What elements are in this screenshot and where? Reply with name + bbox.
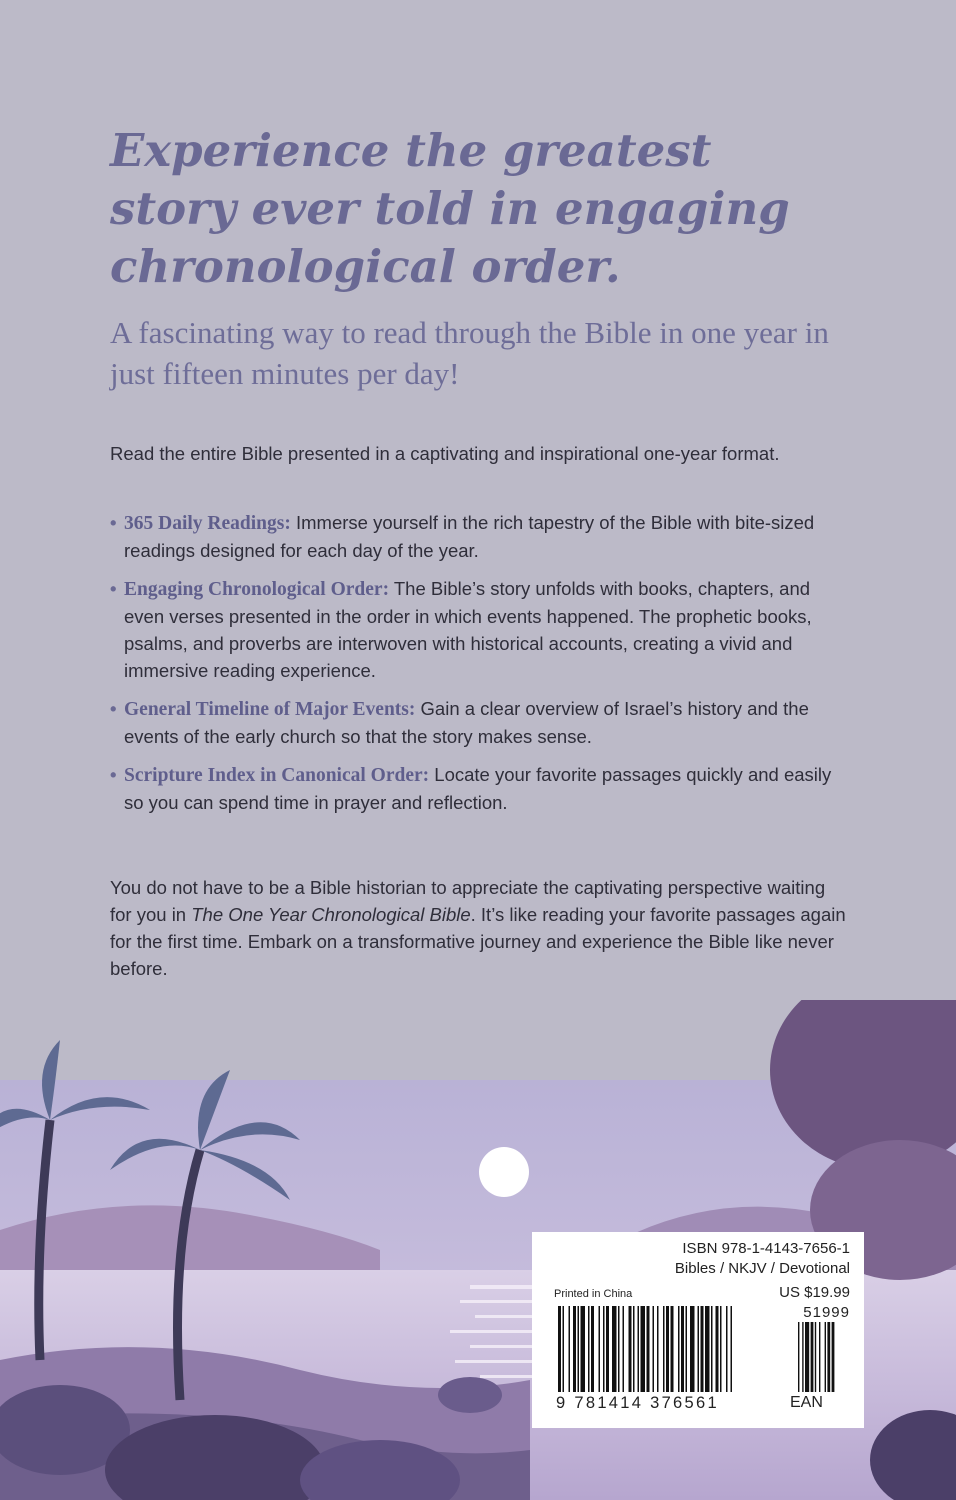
barcode-bar <box>705 1306 710 1392</box>
barcode-graphic <box>558 1306 848 1394</box>
barcode-bar <box>731 1306 733 1392</box>
price-code-text: 51999 <box>803 1304 850 1321</box>
barcode-bar <box>701 1306 704 1392</box>
barcode-bar <box>802 1322 803 1392</box>
barcode-bar <box>726 1306 728 1392</box>
barcode-bar <box>629 1306 632 1392</box>
closing-text-start: You do not have to be a Bible historian to appreciate the captivating perspective waiting for you in <box>110 877 826 925</box>
feature-title: Scripture Index in Canonical Order: <box>124 765 430 786</box>
barcode-bar <box>805 1322 809 1392</box>
barcode-bar <box>811 1322 814 1392</box>
ean-label: EAN <box>790 1394 823 1411</box>
barcode-bar <box>606 1306 609 1392</box>
barcode-bar <box>825 1322 826 1392</box>
feature-item <box>110 575 850 684</box>
feature-title: General Timeline of Major Events: <box>124 699 416 720</box>
bullet-icon: • <box>110 764 117 785</box>
feature-list <box>110 509 850 827</box>
bullet-icon: • <box>110 512 117 533</box>
barcode-bar <box>647 1306 650 1392</box>
barcode-bar <box>558 1306 561 1392</box>
feature-title: Engaging Chronological Order: <box>124 579 390 600</box>
category-text: Bibles / NKJV / Devotional <box>674 1260 850 1277</box>
barcode-bar <box>581 1306 586 1392</box>
barcode-bar <box>569 1306 571 1392</box>
barcode-bar <box>663 1306 665 1392</box>
intro-paragraph: Read the entire Bible presented in a captivating and inspirational one-year format. <box>110 443 780 464</box>
moon-icon <box>479 1147 529 1197</box>
barcode-bar <box>657 1306 659 1392</box>
feature-item <box>110 761 850 816</box>
feature-text: Gain a clear overview of Israel’s history and the events of the early church so that the story makes sense. <box>124 698 809 747</box>
barcode-bar <box>698 1306 700 1392</box>
barcode-bar <box>573 1306 576 1392</box>
barcode-bar <box>686 1306 688 1392</box>
barcode-bar <box>716 1306 719 1392</box>
barcode-bar <box>671 1306 674 1392</box>
barcode-bar <box>588 1306 590 1392</box>
headline: Experience the greatest story ever told in engaging chronological order. <box>110 124 790 293</box>
isbn-text: ISBN 978-1-4143-7656-1 <box>682 1240 850 1257</box>
feature-title: 365 Daily Readings: <box>124 513 291 534</box>
barcode-bar <box>641 1306 646 1392</box>
barcode-bar <box>612 1306 617 1392</box>
price-text: US $19.99 <box>779 1284 850 1301</box>
barcode-bar <box>623 1306 625 1392</box>
barcode-bar <box>563 1306 565 1392</box>
subheadline: A fascinating way to read through the Bible in one year in just fifteen minutes per day! <box>110 315 829 391</box>
barcode-bar <box>690 1306 695 1392</box>
closing-paragraph <box>110 874 850 982</box>
bullet-icon: • <box>110 578 117 599</box>
barcode-bar <box>681 1306 684 1392</box>
barcode-bar <box>832 1322 835 1392</box>
feature-text: Immerse yourself in the rich tapestry of the Bible with bite-sized readings designed for each day of the year. <box>124 512 815 561</box>
barcode-bar <box>798 1322 799 1392</box>
barcode-bar <box>603 1306 605 1392</box>
barcode-bar <box>591 1306 594 1392</box>
feature-text: The Bible’s story unfolds with books, chapters, and even verses presented in the order in which events happened. The prophetic books, psalms, and proverbs are interwoven with historical accounts, creating a vivid and immersive reading experience. <box>124 578 812 681</box>
barcode-bar <box>678 1306 680 1392</box>
barcode-bar <box>578 1306 580 1392</box>
barcode-bar <box>666 1306 669 1392</box>
feature-item <box>110 695 850 750</box>
book-title-italic: The One Year Chronological Bible <box>191 904 471 925</box>
barcode-bar <box>633 1306 635 1392</box>
barcode-bar <box>827 1322 830 1392</box>
printed-in-text: Printed in China <box>554 1288 633 1300</box>
barcode-number: 9 781414 376561 <box>556 1394 719 1412</box>
feature-text: Locate your favorite passages quickly and easily so you can spend time in prayer and reflection. <box>124 764 832 813</box>
barcode-bar <box>599 1306 601 1392</box>
barcode-bar <box>711 1306 713 1392</box>
barcode-bar <box>819 1322 820 1392</box>
barcode-bar <box>618 1306 620 1392</box>
barcode-bar <box>638 1306 640 1392</box>
bullet-icon: • <box>110 698 117 719</box>
barcode-bar <box>720 1306 722 1392</box>
closing-text-end: . It’s like reading your favorite passages again for the first time. Embark on a transformative journey and experience the Bible like never before. <box>110 904 846 979</box>
barcode-bar <box>653 1306 655 1392</box>
barcode-bar <box>815 1322 816 1392</box>
feature-item <box>110 509 850 564</box>
barcode-label <box>532 1232 864 1428</box>
